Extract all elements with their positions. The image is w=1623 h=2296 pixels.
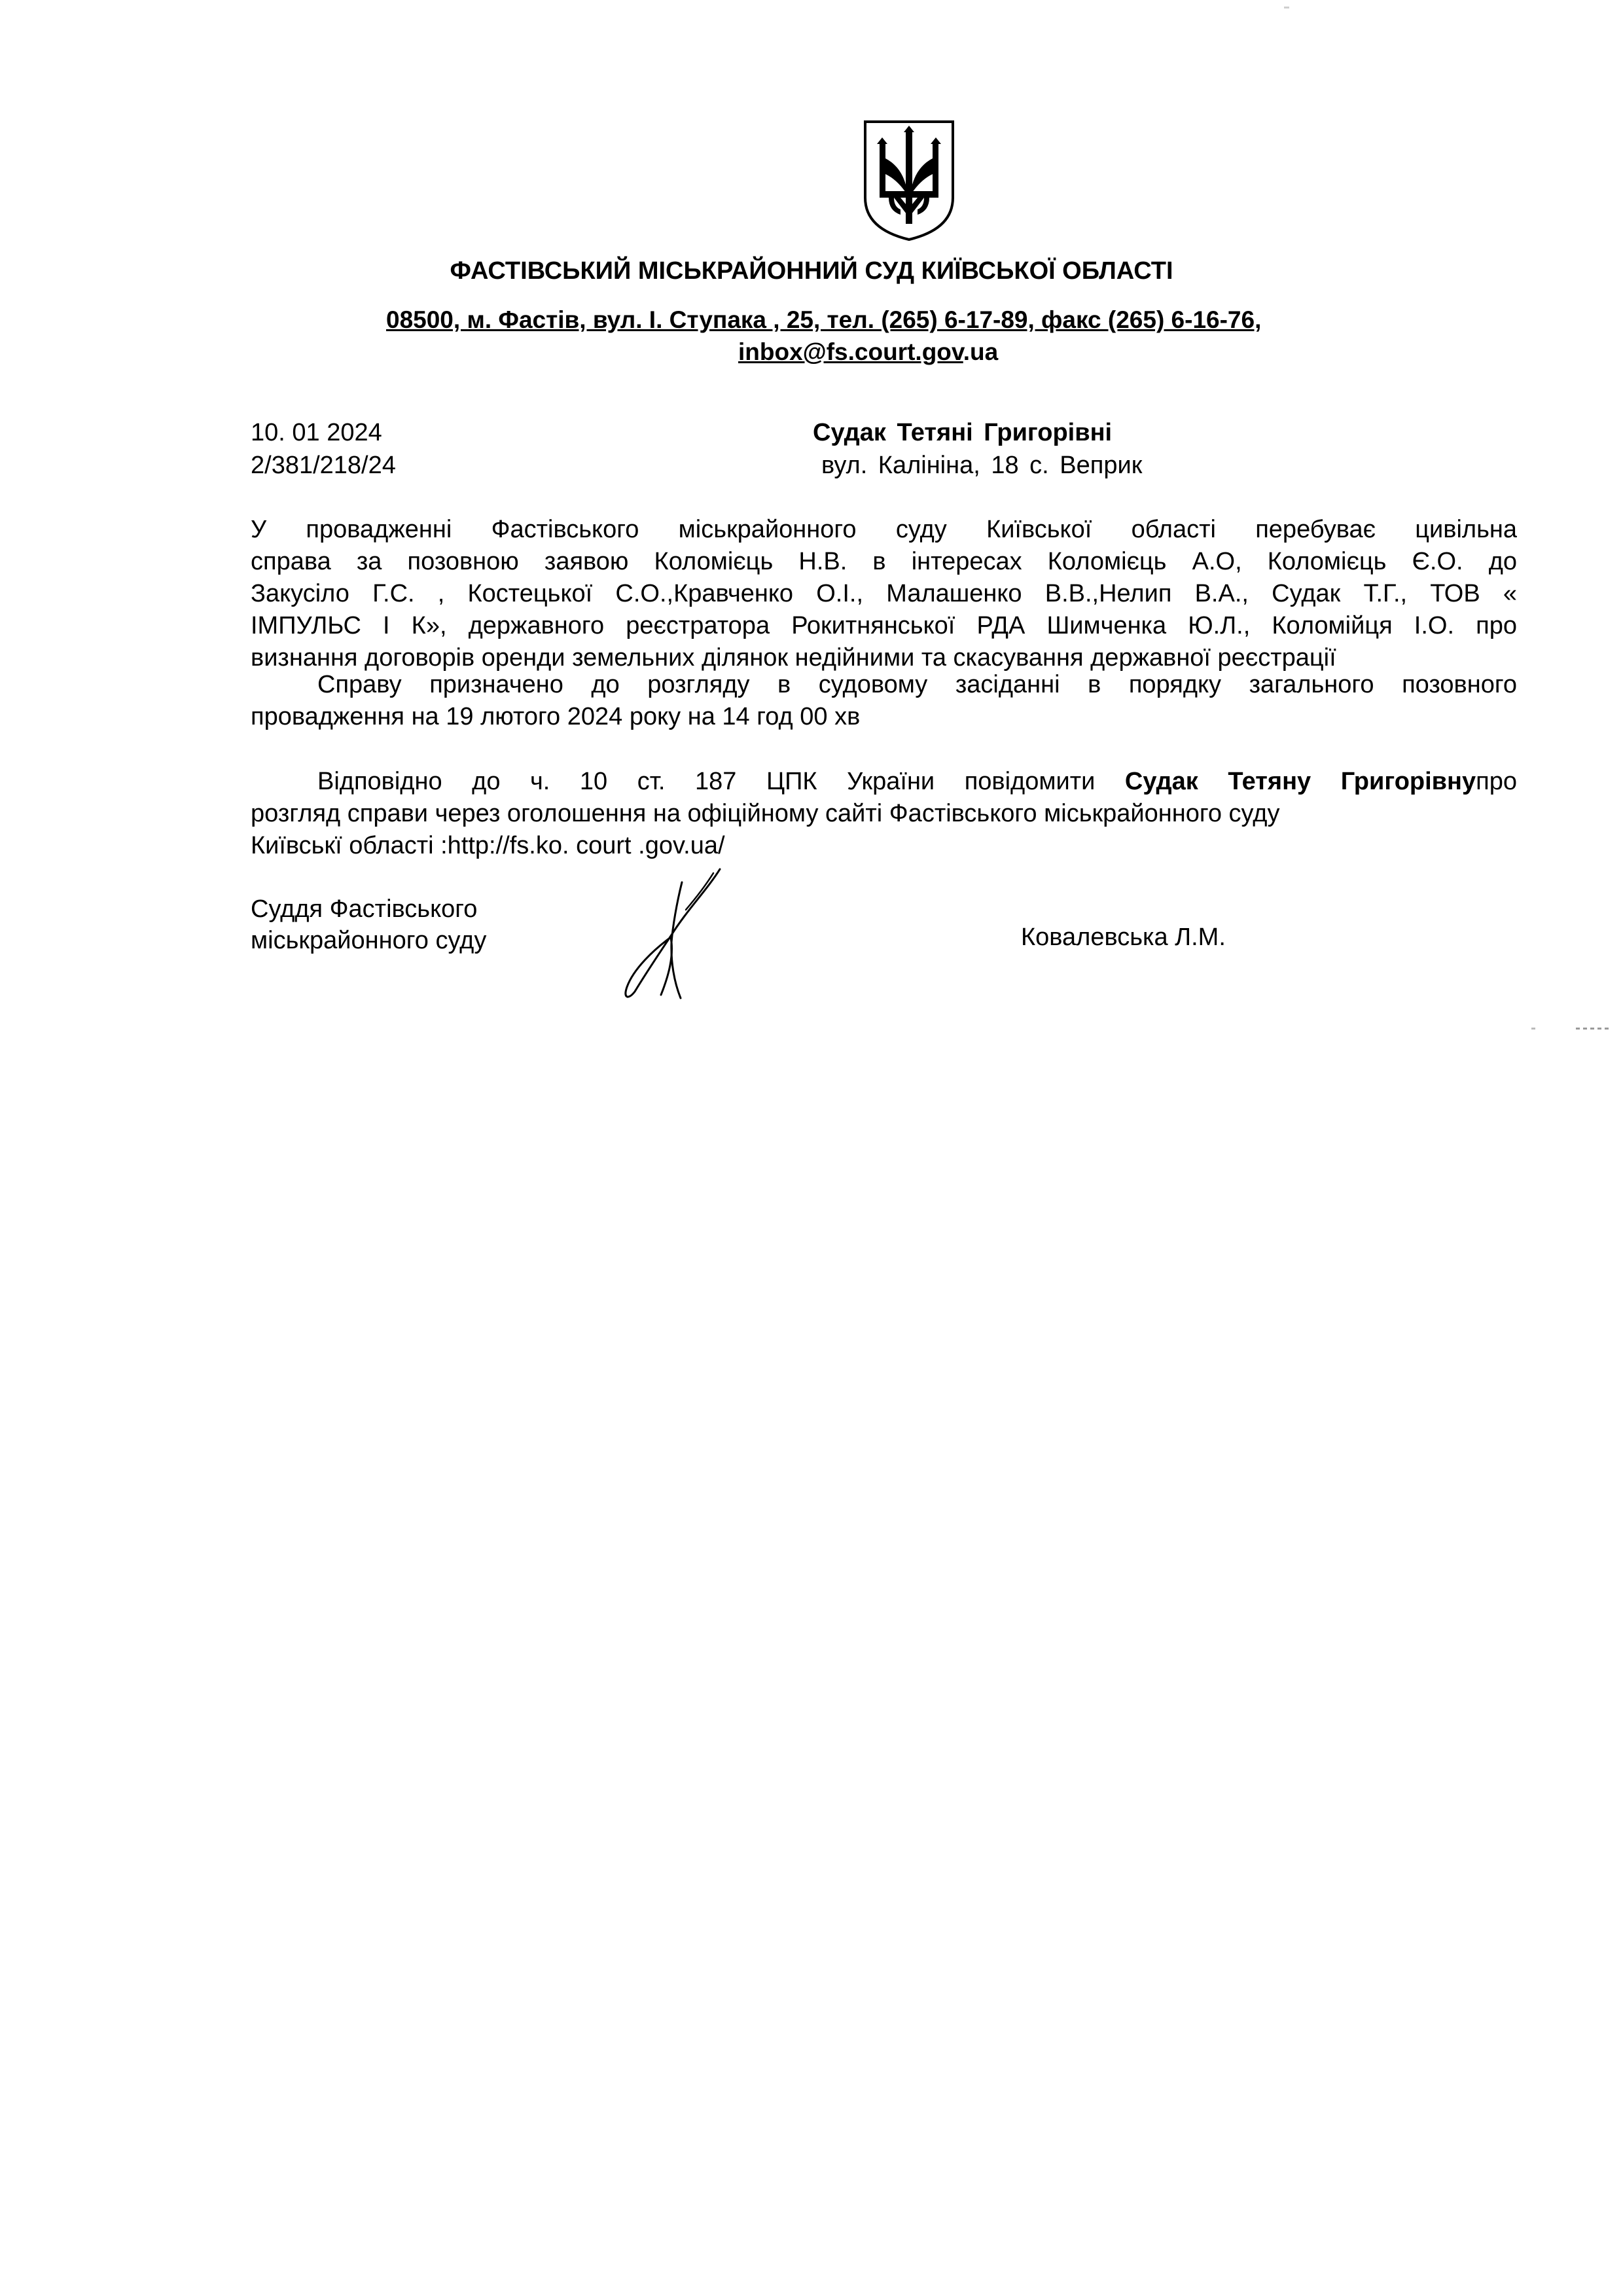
text-line: справа за позовною заявою Коломієць Н.В. в інтересах Коломієць А.О, Коломієць Є.О. до	[251, 548, 1517, 575]
court-name-heading: ФАСТІВСЬКИЙ МІСЬКРАЙОННИЙ СУД КИЇВСЬКОЇ ОБЛАСТІ	[450, 257, 1173, 285]
case-number: 2/381/218/24	[251, 452, 396, 479]
notified-person: Судак Тетяну Григорівну	[1124, 768, 1476, 795]
court-email-link[interactable]: inbox@fs.court.gov	[738, 338, 963, 365]
paragraph-case-description	[251, 514, 1517, 674]
text-line: визнання договорів оренди земельних ділянок недійними та скасування державної реєстрації	[251, 644, 1336, 672]
document-date: 10. 01 2024	[251, 419, 382, 446]
court-email	[738, 338, 998, 366]
judge-title-line: Суддя Фастівського	[251, 895, 478, 923]
recipient-name: Судак Тетяні Григорівні	[813, 419, 1113, 446]
scan-mark	[1284, 7, 1289, 9]
scan-mark	[1531, 1028, 1535, 1030]
text-line: розгляд справи через оголошення на офіційному сайті Фастівського міськрайонного суду	[251, 800, 1280, 827]
handwritten-signature	[609, 864, 726, 1001]
text-line: ІМПУЛЬС І К», державного реєстратора Рокитнянської РДА Шимченка Ю.Л., Коломійця І.О. про	[251, 612, 1517, 639]
text-line: Закусіло Г.С. , Костецької С.О.,Кравченко О.І., Малашенко В.В.,Нелип В.А., Судак Т.Г., ТОВ «	[251, 580, 1517, 607]
coat-of-arms-emblem	[863, 119, 955, 242]
paragraph-notification	[251, 766, 1517, 862]
text-line: У провадженні Фастівського міськрайонного суду Київської області перебуває цивільна	[251, 516, 1517, 543]
scan-mark	[1576, 1028, 1609, 1030]
paragraph-hearing-date	[251, 669, 1517, 733]
text-line: провадження на 19 лютого 2024 року на 14 год 00 хв	[251, 703, 861, 730]
judge-title-line: міськрайонного суду	[251, 927, 487, 954]
judge-name: Ковалевська Л.М.	[1021, 924, 1226, 951]
text-line: Справу призначено до розгляду в судовому засіданні в порядку загального позовного	[317, 671, 1517, 698]
court-address: 08500, м. Фастів, вул. І. Ступака , 25, тел. (265) 6-17-89, факс (265) 6-16-76,	[386, 306, 1262, 333]
notification-text: Відповідно до ч. 10 ст. 187 ЦПК України повідомити	[317, 768, 1125, 795]
judge-title	[251, 893, 486, 956]
text-line	[251, 766, 1517, 798]
website-line: Київськї області :http://fs.ko. court .gov.ua/	[251, 832, 725, 859]
court-email-suffix: .ua	[963, 338, 999, 365]
recipient-address: вул. Калініна, 18 с. Веприк	[821, 452, 1143, 479]
notification-text-end: про	[1476, 768, 1517, 795]
